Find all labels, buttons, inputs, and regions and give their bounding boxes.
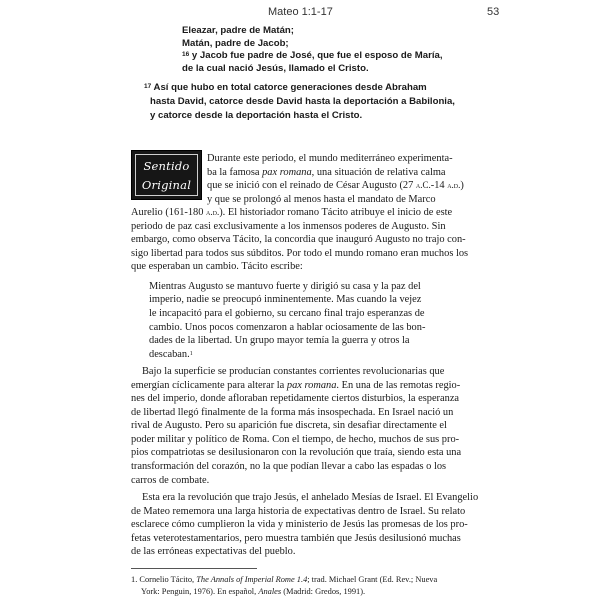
text-line: Esta era la revolución que trajo Jesús, el anhelado Mesías de Israel. El Evangelio [142,492,479,504]
text-line: Durante este periodo, el mundo mediterráneo experimenta- [207,153,453,164]
text-line: le incapacitó para el gobierno, su cercano final trajo esperanzas de [149,308,425,320]
text-line: que se inició con el reinado de César Augusto (27 a.C.-14 a.d.) [207,180,464,192]
text-line: que esperaban un cambio. Tácito escribe: [131,261,303,273]
text-line: de Mateo rememora una larga historia de expectativas dentro de Israel. Su relato [131,505,466,517]
footnote-ref: 1 [189,350,193,357]
text-line: transformación del corazón, no la que podían llevar a cabo las espadas o los [131,461,447,473]
logo-text-line2: Original [141,178,192,192]
verse-text: y Jacob fue padre de José, que fue el esposo de María, [191,50,443,62]
text-line: Bajo la superficie se producían constantes corrientes revolucionarias que [142,366,445,378]
text-line: y que se prolongó al menos hasta el mandato de Marco [207,193,436,205]
text-line: emergían cíclicamente para alterar la pax romana. En una de las remotas regio- [131,379,461,391]
text-line: pios compatriotas se desilusionaron con la revolución que traía, siendo esta una [131,447,462,459]
text-line: esclarece cómo cumplieron la vida y ministerio de Jesús las promesas de los pro- [131,519,468,531]
verse-line: hasta David, catorce desde David hasta la deportación a Babilonia, [150,95,455,107]
block-quote [149,280,467,361]
verse-number: 17 [144,83,152,90]
text-line: fetas veterotestamentarios, pero muestra también que Jesús desilusionó muchas [131,532,461,544]
text-line: poder militar y político de Roma. Con el tiempo, de hecho, muchos de sus pro- [131,433,460,445]
verse-number: 16 [182,51,190,59]
logo-spacer [131,152,207,202]
footnote-line: York: Penguin, 1976). En español, Anales (Madrid: Gredos, 1991). [141,586,366,596]
genealogy-verses [182,25,482,75]
running-title: Mateo 1:1-17 [268,6,333,18]
text-line: embargo, como observa Tácito, la concordia que inauguró Augusto no trajo con- [131,234,466,246]
footnote [131,574,483,597]
verse-line [144,81,484,95]
verse-line [182,50,482,63]
commentary-body [131,152,481,559]
text-line: imperio, nadie se preocupó inminentemente. Mas cuando la vejez [149,294,422,306]
paragraph-revolution [131,365,481,487]
text-line: cambio. Unos pocos comenzaron a hablar ociosamente de las bon- [149,321,426,333]
verse-line: Eleazar, padre de Matán; [182,25,294,36]
verse-text: Así que hubo en total catorce generaciones desde Abraham [153,82,427,93]
text-line: de libertad llegó finalmente de la forma más insospechada. En Israel nació un [131,406,454,418]
footnote-divider [131,568,257,569]
text-line: ba la famosa pax romana, una situación de relativa calma [207,166,446,178]
verse-17 [144,81,484,122]
text-line: periodo de paz casi exclusivamente a los inmensos poderes de Augusto. Sin [131,220,446,232]
page-number: 53 [487,6,500,18]
text-line: de las erróneas expectativas del pueblo. [131,546,296,558]
verse-line: y catorce desde la deportación hasta el Cristo. [150,109,363,121]
text-line: carros de combate. [131,474,210,486]
logo-text-line1: Sentido [143,159,190,173]
text-line: dades de la libertad. Un grupo mayor temía la guerra y otros la [149,335,410,347]
verse-line: Matán, padre de Jacob; [182,37,289,49]
footnote-line: 1. Cornelio Tácito, The Annals of Imperial Rome 1.4; trad. Michael Grant (Ed. Rev.; Nueva [131,575,438,584]
text-line: nes del imperio, donde afloraban repetidamente ciertos disturbios, la esperanza [131,393,460,405]
paragraph-messiah [131,491,481,559]
text-line: Aurelio (161-180 a.d.). El historiador romano Tácito atribuye el inicio de este [131,207,453,219]
text-line: sigo libertad para todos sus súbditos. Por todo el mundo romano eran muchos los [131,247,469,259]
text-line: rival de Augusto. Pero su aparición fue discreta, sin desafiar directamente el [131,420,447,432]
text-line: descaban.$^1$ [149,348,193,360]
text-line: Mientras Augusto se mantuvo fuerte y dirigió su casa y la paz del [149,280,421,292]
verse-line: de la cual nació Jesús, llamado el Cristo. [182,62,369,74]
